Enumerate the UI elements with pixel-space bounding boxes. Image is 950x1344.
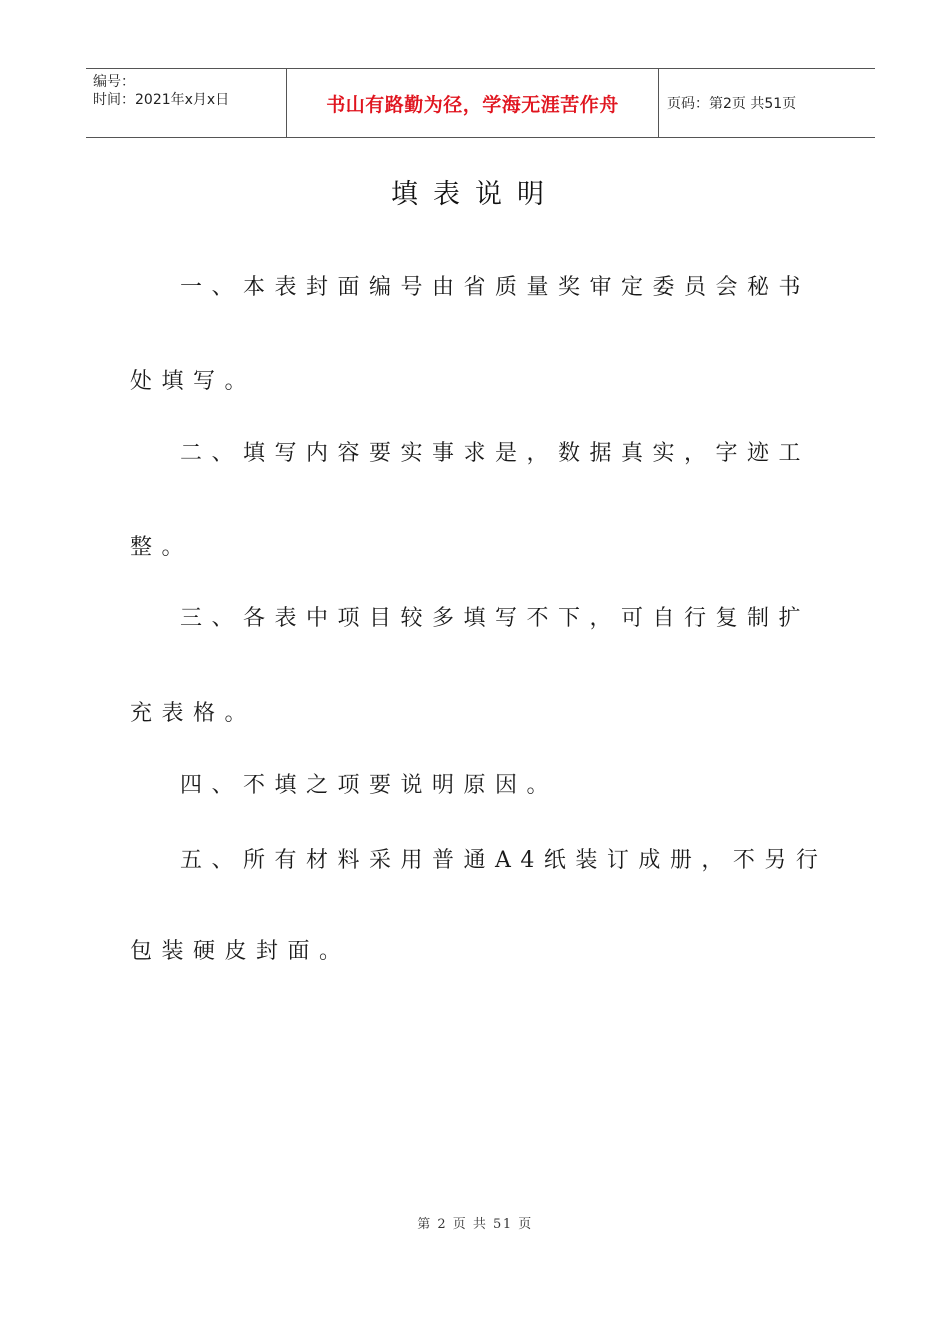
paragraph-line: 五、所有材料采用普通A4纸装订成册，不另行 [180, 848, 828, 873]
header-motto: 书山有路勤为径，学海无涯苦作舟 [286, 69, 659, 137]
header-meta [86, 69, 286, 137]
page-footer: 第 2 页 共 51 页 [417, 1217, 533, 1232]
paragraph-line: 包装硬皮封面。 [130, 939, 351, 964]
paragraph-line: 三、各表中项目较多填写不下，可自行复制扩 [180, 606, 811, 631]
paragraph-line: 充表格。 [130, 701, 257, 726]
header-page-info: 页码：第2页 共51页 [667, 96, 797, 112]
paragraph-line: 四、不填之项要说明原因。 [180, 773, 559, 798]
paragraph-line: 处填写。 [130, 369, 257, 394]
paragraph-line: 一、本表封面编号由省质量奖审定委员会秘书 [180, 275, 811, 300]
date-label: 时间：2021年x月x日 [93, 92, 230, 108]
document-title: 填表说明 [391, 179, 559, 210]
paragraph-line: 整。 [130, 535, 194, 560]
number-label: 编号： [93, 74, 135, 90]
paragraph-line: 二、填写内容要实事求是，数据真实，字迹工 [180, 441, 811, 466]
page-header [86, 68, 875, 138]
